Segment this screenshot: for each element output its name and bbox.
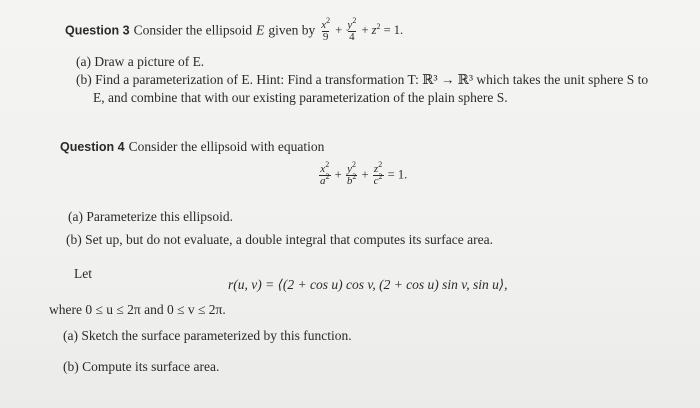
part-label: (a) [63,328,78,343]
question-3-intro: Consider the ellipsoid [133,22,253,38]
let-text: Let [74,266,92,281]
part-text: E, and combine that with our existing parameterization of the plain sphere S. [93,90,508,105]
question-4-header [60,138,324,156]
ellipsoid-equation-q4: $\frac{x^2}{a^2}$ + $\frac{y^2}{b^2}$ + $\frac{z^2}{c^2}$ = 1. [320,160,408,187]
q5-part-b [63,359,219,375]
q3-part-b-continued [93,90,508,106]
parameter-domain: where 0 ≤ u ≤ 2π and 0 ≤ v ≤ 2π. [49,302,226,317]
q5-part-a [63,328,352,344]
question-4-intro: Consider the ellipsoid with equation [128,139,325,154]
part-text: Find a parameterization of E. Hint: Find a transformation T: ℝ³ → ℝ³ which takes the unit sphere S to [95,72,649,87]
q4-part-b [66,232,493,248]
q3-part-b [76,72,648,88]
part-text: Parameterize this ellipsoid. [86,209,233,224]
part-text: Compute its surface area. [82,359,220,374]
fraction-y: $\frac{y^2}{4}$ [347,16,357,43]
part-label: (b) [66,232,82,247]
fraction-z-over-c: $\frac{z^2}{c^2}$ [373,160,383,187]
q3-part-a [76,54,204,70]
part-label: (a) [76,54,91,69]
part-label: (b) [63,359,79,374]
part-text: Sketch the surface parameterized by this function. [81,328,352,343]
q4-part-a [68,209,233,225]
question-3-label: Question 3 [65,23,130,38]
part-text: Draw a picture of E. [94,54,205,69]
part-text: Set up, but do not evaluate, a double integral that computes its surface area. [85,232,493,247]
part-label: (b) [76,72,92,87]
given-by-text: given by [268,22,316,38]
ellipsoid-equation-q3: $\frac{x^2}{9}$ + $\frac{y^2}{4}$ + $z^2 = 1$. [321,16,404,43]
torus-parameterization: r(u, v) = ⟨(2 + cos u) cos v, (2 + cos u) sin v, sin u⟩, [228,277,508,292]
fraction-x-over-a: $\frac{x^2}{a^2}$ [320,160,330,187]
ellipsoid-symbol: E [256,22,265,38]
fraction-x: $\frac{x^2}{9}$ [321,16,331,43]
question-4-label: Question 4 [60,140,125,154]
part-label: (a) [68,209,83,224]
question-3-header [65,16,404,43]
fraction-y-over-b: $\frac{y^2}{b^2}$ [346,160,357,187]
